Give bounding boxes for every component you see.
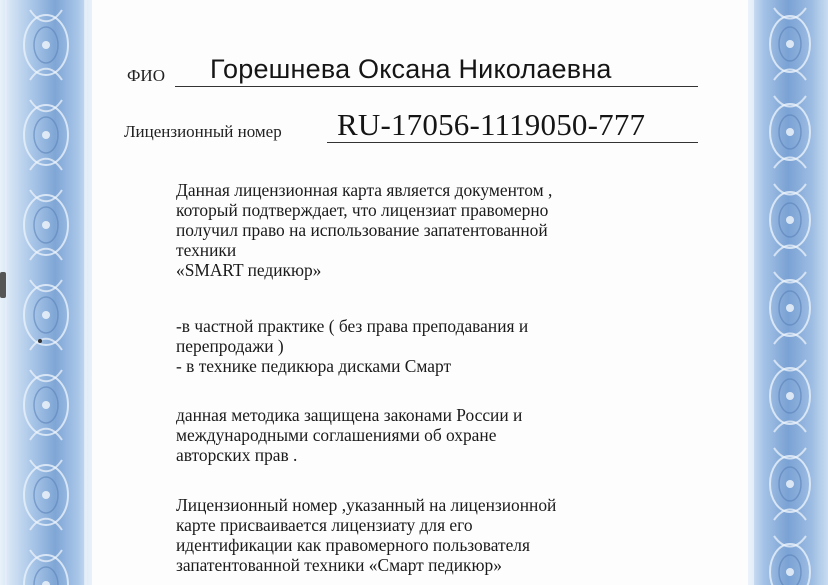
text-line: техники [176, 240, 237, 260]
text-line: Данная лицензионная карта является документом , [176, 180, 553, 200]
text-line: международными соглашениями об охране [176, 425, 497, 445]
fio-label: ФИО [127, 66, 165, 85]
right-ornament-icon [748, 0, 828, 585]
text-line: запатентованной техники «Смарт педикюр» [176, 555, 502, 575]
text-line: идентификации как правомерного пользователя [176, 535, 530, 555]
left-ornament-border [0, 0, 92, 585]
scan-speck [38, 339, 42, 343]
license-label: Лицензионный номер [124, 122, 282, 141]
text-line: «SMART педикюр» [176, 260, 322, 280]
left-ornament-icon [0, 0, 92, 585]
paragraph-identification [176, 495, 716, 575]
edge-scan-mark [0, 272, 6, 298]
text-line: Лицензионный номер ,указанный на лицензионной [176, 495, 557, 515]
text-line: авторских прав . [176, 445, 298, 465]
text-line: -в частной практике ( без права преподавания и [176, 316, 529, 336]
license-value: RU-17056-1119050-777 [337, 107, 646, 142]
paragraph-protection [176, 405, 716, 465]
fio-underline [175, 86, 698, 87]
text-line: получил право на использование запатентованной [176, 220, 548, 240]
text-line: данная методика защищена законами России и [176, 405, 523, 425]
fio-value: Горешнева Оксана Николаевна [210, 54, 612, 84]
text-line: - в технике педикюра дисками Смарт [176, 356, 452, 376]
paragraph-definition [176, 180, 716, 280]
text-line: перепродажи ) [176, 336, 284, 356]
right-ornament-border [748, 0, 828, 585]
text-line: который подтверждает, что лицензиат правомерно [176, 200, 549, 220]
text-line: карте присваивается лицензиату для его [176, 515, 473, 535]
paragraph-scope [176, 316, 716, 376]
